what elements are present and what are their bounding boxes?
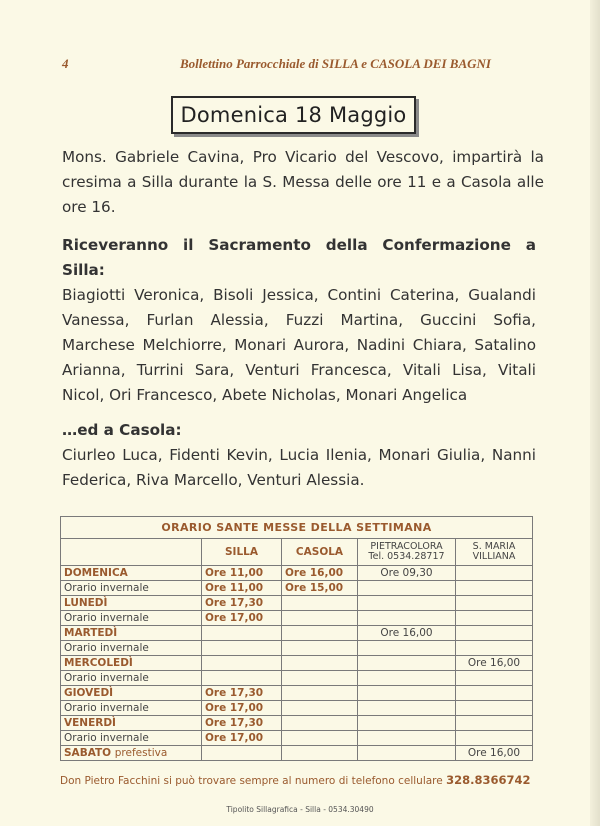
schedule-day-label [61, 626, 202, 641]
col-casola: CASOLA [282, 539, 358, 566]
page-number: 4 [62, 56, 69, 71]
schedule-cell-silla: Ore 11,00 [202, 581, 282, 596]
schedule-cell-villiana [456, 581, 533, 596]
table-row [61, 746, 533, 761]
schedule-cell-villiana [456, 716, 533, 731]
page-edge [590, 0, 600, 826]
schedule-day-label [61, 566, 202, 581]
schedule-day-label [61, 716, 202, 731]
schedule-cell-casola [282, 611, 358, 626]
day-name: MARTEDÌ [64, 627, 118, 639]
schedule-cell-casola: Ore 15,00 [282, 581, 358, 596]
col-villiana-name: S. MARIA [472, 541, 516, 552]
day-name: Orario invernale [64, 732, 149, 744]
schedule-cell-pietracolora [358, 596, 456, 611]
schedule-cell-pietracolora [358, 716, 456, 731]
schedule-cell-villiana: Ore 16,00 [456, 656, 533, 671]
day-name: Orario invernale [64, 582, 149, 594]
schedule-cell-pietracolora [358, 686, 456, 701]
schedule-cell-villiana [456, 611, 533, 626]
bulletin-title: Bollettino Parrocchiale di SILLA e CASOLA DEI BAGNI [180, 56, 491, 71]
table-row [61, 716, 533, 731]
footer-note [60, 773, 540, 787]
schedule-cell-silla: Ore 17,30 [202, 716, 282, 731]
schedule-cell-villiana [456, 701, 533, 716]
schedule-day-label [61, 641, 202, 656]
schedule-cell-villiana [456, 641, 533, 656]
day-name: Orario invernale [64, 642, 149, 654]
schedule-day-label [61, 596, 202, 611]
col-pietracolora [358, 539, 456, 566]
schedule-day-label [61, 656, 202, 671]
header-empty-cell [61, 539, 202, 566]
day-name: VENERDÌ [64, 717, 116, 729]
col-villiana [456, 539, 533, 566]
day-name: MERCOLEDÌ [64, 657, 133, 669]
day-name: SABATO [64, 747, 112, 759]
schedule-cell-pietracolora [358, 641, 456, 656]
schedule-cell-villiana [456, 731, 533, 746]
schedule-cell-silla [202, 626, 282, 641]
schedule-cell-casola [282, 671, 358, 686]
schedule-cell-pietracolora [358, 671, 456, 686]
schedule-day-label [61, 671, 202, 686]
printer-credit: Tipolito Sillagrafica - Silla - 0534.30490 [226, 805, 374, 814]
schedule-cell-pietracolora: Ore 09,30 [358, 566, 456, 581]
event-title-box [171, 96, 416, 134]
schedule-cell-villiana [456, 596, 533, 611]
schedule-cell-casola [282, 656, 358, 671]
schedule-cell-casola [282, 716, 358, 731]
footer-phone: 328.8366742 [446, 773, 531, 787]
table-row [61, 701, 533, 716]
day-name: Orario invernale [64, 672, 149, 684]
schedule-cell-casola [282, 626, 358, 641]
day-name: Orario invernale [64, 702, 149, 714]
mass-schedule [60, 516, 532, 761]
schedule-cell-pietracolora [358, 731, 456, 746]
day-name: GIOVEDÌ [64, 687, 114, 699]
schedule-caption-row [61, 517, 533, 539]
schedule-cell-pietracolora [358, 611, 456, 626]
schedule-header-row [61, 539, 533, 566]
schedule-cell-villiana [456, 671, 533, 686]
schedule-day-label [61, 746, 202, 761]
schedule-cell-silla: Ore 17,00 [202, 611, 282, 626]
table-row [61, 566, 533, 581]
page-header [0, 56, 600, 76]
table-row [61, 731, 533, 746]
col-pietracolora-name: PIETRACOLORA [370, 541, 443, 552]
col-pietracolora-phone: Tel. 0534.28717 [368, 551, 445, 562]
schedule-cell-silla: Ore 17,00 [202, 731, 282, 746]
table-row [61, 656, 533, 671]
schedule-day-label [61, 611, 202, 626]
day-name: DOMENICA [64, 567, 128, 579]
schedule-cell-casola [282, 731, 358, 746]
table-row [61, 611, 533, 626]
day-name: Orario invernale [64, 612, 149, 624]
casola-heading: …ed a Casola: [62, 421, 182, 439]
schedule-cell-casola [282, 746, 358, 761]
intro-paragraph: Mons. Gabriele Cavina, Pro Vicario del Vescovo, impartirà la cresima a Silla durante la S. Messa delle ore 11 e a Casola alle ore 16. [62, 148, 544, 216]
table-row [61, 626, 533, 641]
schedule-cell-pietracolora [358, 656, 456, 671]
schedule-caption: ORARIO SANTE MESSE DELLA SETTIMANA [61, 517, 533, 539]
schedule-cell-villiana [456, 566, 533, 581]
table-row [61, 641, 533, 656]
table-row [61, 581, 533, 596]
schedule-day-label [61, 701, 202, 716]
col-villiana-name2: VILLIANA [472, 551, 516, 562]
schedule-cell-casola [282, 686, 358, 701]
day-note: prefestiva [114, 747, 168, 759]
schedule-cell-casola [282, 701, 358, 716]
col-silla: SILLA [202, 539, 282, 566]
table-row [61, 686, 533, 701]
schedule-cell-pietracolora [358, 746, 456, 761]
schedule-cell-casola [282, 641, 358, 656]
silla-confirmation-block [62, 233, 536, 408]
casola-confirmation-block [62, 418, 536, 493]
schedule-cell-silla [202, 641, 282, 656]
schedule-cell-pietracolora [358, 701, 456, 716]
schedule-cell-casola [282, 596, 358, 611]
schedule-cell-silla: Ore 17,30 [202, 686, 282, 701]
schedule-body [61, 566, 533, 761]
schedule-cell-silla: Ore 17,30 [202, 596, 282, 611]
schedule-day-label [61, 686, 202, 701]
schedule-cell-villiana [456, 626, 533, 641]
schedule-day-label [61, 731, 202, 746]
schedule-cell-silla [202, 746, 282, 761]
schedule-cell-villiana [456, 686, 533, 701]
day-name: LUNEDÌ [64, 597, 108, 609]
footer-text: Don Pietro Facchini si può trovare sempre al numero di telefono cellulare [60, 775, 443, 787]
casola-names: Ciurleo Luca, Fidenti Kevin, Lucia Ilenia, Monari Giulia, Nanni Federica, Riva Marcello, Venturi Alessia. [62, 446, 536, 489]
schedule-cell-casola: Ore 16,00 [282, 566, 358, 581]
schedule-cell-silla: Ore 11,00 [202, 566, 282, 581]
silla-names: Biagiotti Veronica, Bisoli Jessica, Contini Caterina, Gualandi Vanessa, Furlan Alessia, Fuzzi Martina, Guccini Sofia, Marchese Melchiorre, Monari Aurora, Nadini Chiara, Satalino Arianna, Turrini Sara, Venturi Francesca, Vitali Lisa, Vitali Nicol, Ori Francesco, Abete Nicholas, Monari Angelica [62, 286, 536, 404]
schedule-cell-silla [202, 656, 282, 671]
event-title: Domenica 18 Maggio [180, 103, 407, 127]
silla-heading: Riceveranno il Sacramento della Confermazione a Silla: [62, 236, 536, 279]
schedule-cell-pietracolora [358, 581, 456, 596]
schedule-cell-villiana: Ore 16,00 [456, 746, 533, 761]
schedule-cell-silla: Ore 17,00 [202, 701, 282, 716]
mass-schedule-table [60, 516, 533, 761]
schedule-cell-pietracolora: Ore 16,00 [358, 626, 456, 641]
table-row [61, 596, 533, 611]
schedule-cell-silla [202, 671, 282, 686]
table-row [61, 671, 533, 686]
schedule-day-label [61, 581, 202, 596]
